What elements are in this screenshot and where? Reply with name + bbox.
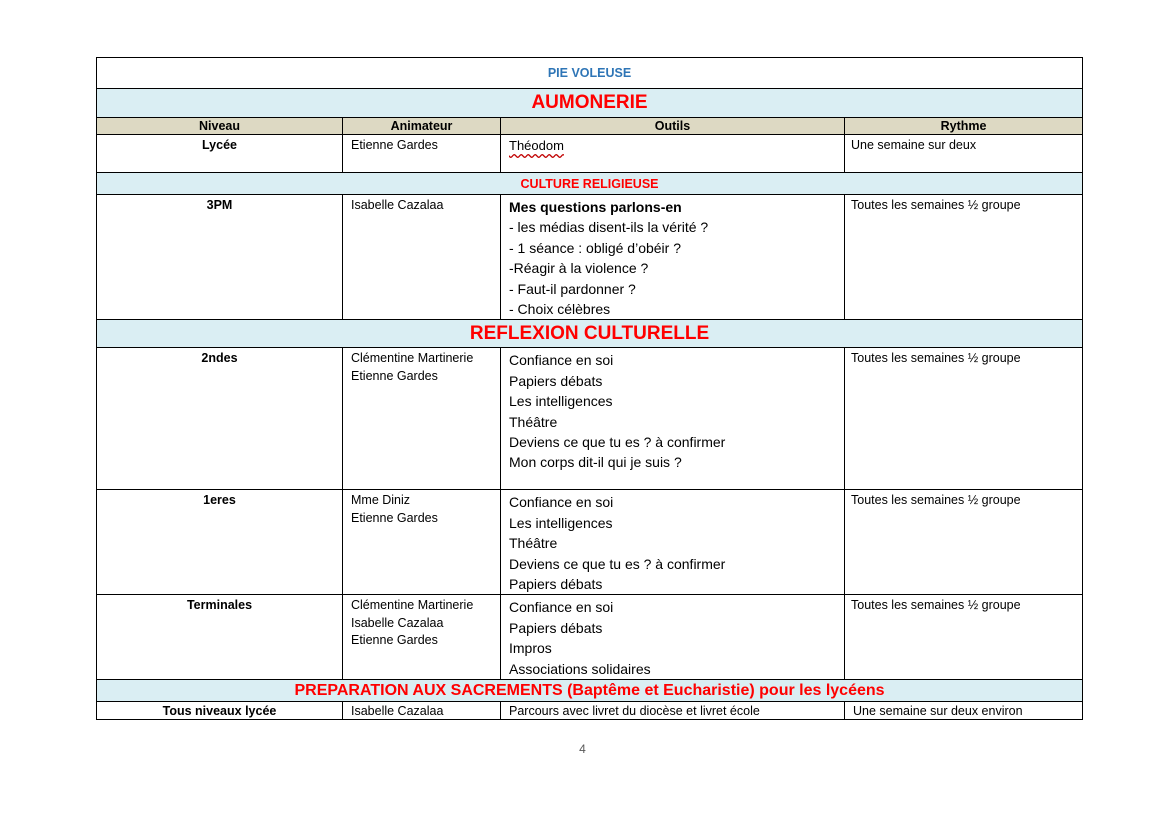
page-title: PIE VOLEUSE (97, 58, 1083, 89)
niveau-cell: Tous niveaux lycée (97, 702, 343, 720)
table-row (97, 595, 1083, 680)
niveau-cell: 2ndes (97, 348, 343, 490)
animateur-cell: Etienne Gardes (343, 135, 501, 173)
outils-cell: Confiance en soi Les intelligences Théâtre Deviens ce que tu es ? à confirmer Papiers débats (501, 490, 845, 595)
section-culture: CULTURE RELIGIEUSE (97, 173, 1083, 195)
table-row (97, 348, 1083, 490)
table-row (97, 702, 1083, 720)
section-reflexion: REFLEXION CULTURELLE (97, 320, 1083, 348)
rythme-cell: Toutes les semaines ½ groupe (845, 195, 1083, 320)
rythme-cell: Une semaine sur deux (845, 135, 1083, 173)
outils-cell: Confiance en soi Papiers débats Impros Associations solidaires (501, 595, 845, 680)
rythme-cell: Toutes les semaines ½ groupe (845, 348, 1083, 490)
rythme-cell: Une semaine sur deux environ (845, 702, 1083, 720)
table-row (97, 195, 1083, 320)
niveau-cell: 3PM (97, 195, 343, 320)
rythme-cell: Toutes les semaines ½ groupe (845, 595, 1083, 680)
animateur-cell: Clémentine Martinerie Etienne Gardes (343, 348, 501, 490)
section-sacrements: PREPARATION AUX SACREMENTS (Baptême et Eucharistie) pour les lycéens (97, 680, 1083, 702)
header-animateur: Animateur (343, 118, 501, 135)
outils-cell: Confiance en soi Papiers débats Les intelligences Théâtre Deviens ce que tu es ? à confirmer Mon corps dit-il qui je suis ? (501, 348, 845, 490)
section-aumonerie: AUMONERIE (97, 89, 1083, 118)
table-row (97, 490, 1083, 595)
header-rythme: Rythme (845, 118, 1083, 135)
rythme-cell: Toutes les semaines ½ groupe (845, 490, 1083, 595)
page-number: 4 (579, 742, 586, 756)
table-row (97, 135, 1083, 173)
animateur-cell: Mme Diniz Etienne Gardes (343, 490, 501, 595)
animateur-cell: Clémentine Martinerie Isabelle Cazalaa Etienne Gardes (343, 595, 501, 680)
animateur-cell: Isabelle Cazalaa (343, 702, 501, 720)
outils-cell (501, 135, 845, 173)
niveau-cell: Lycée (97, 135, 343, 173)
niveau-cell: Terminales (97, 595, 343, 680)
outils-cell: Mes questions parlons-en - les médias disent-ils la vérité ? - 1 séance : obligé d’obéir ? -Réagir à la violence ? - Faut-il pardonner ? - Choix célèbres (501, 195, 845, 320)
header-niveau: Niveau (97, 118, 343, 135)
outils-cell: Parcours avec livret du diocèse et livret école (501, 702, 845, 720)
table-header (97, 118, 1083, 135)
niveau-cell: 1eres (97, 490, 343, 595)
animateur-cell: Isabelle Cazalaa (343, 195, 501, 320)
header-outils: Outils (501, 118, 845, 135)
program-table (96, 57, 1083, 720)
outil-theodom: Théodom (509, 138, 564, 153)
